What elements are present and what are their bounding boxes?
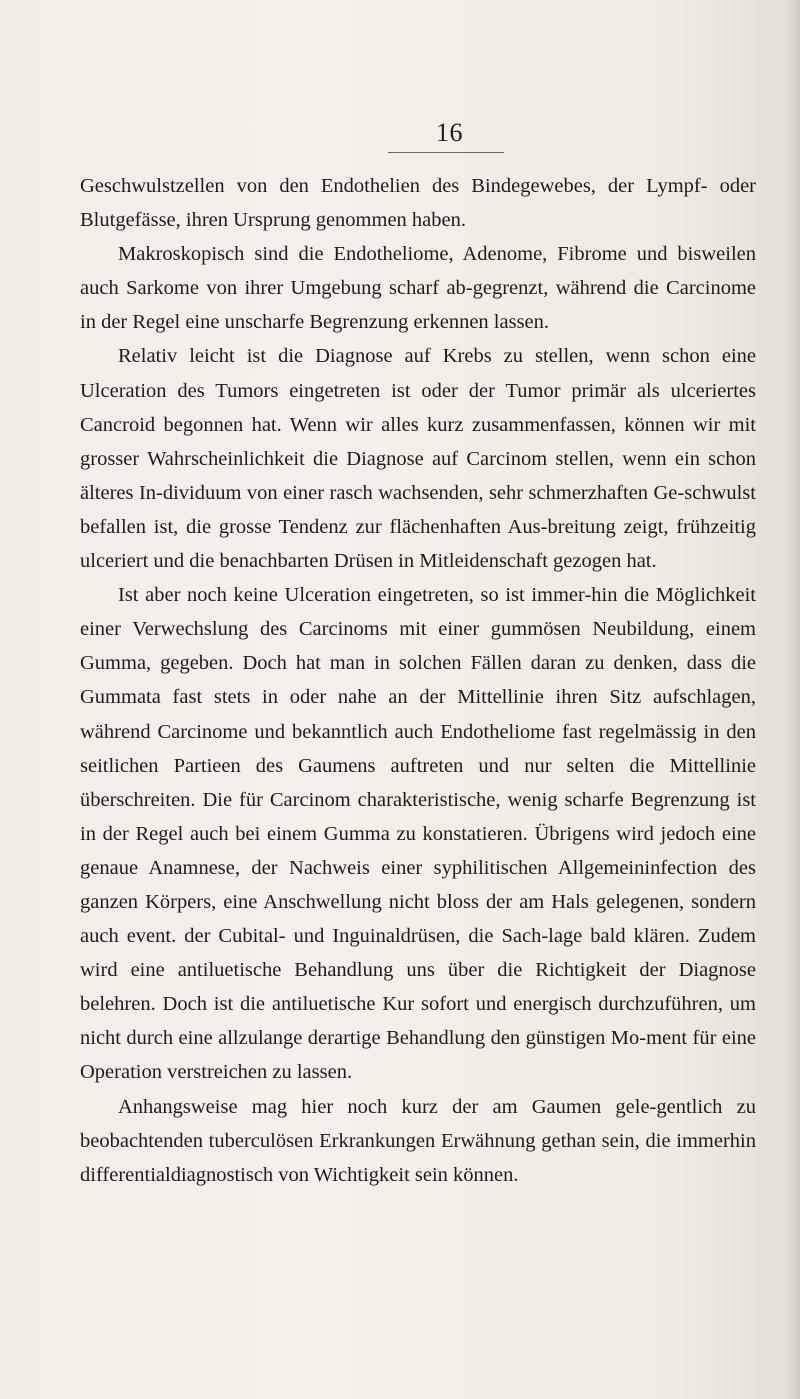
paragraph-diagnosis: Relativ leicht ist die Diagnose auf Krebs zu stellen, wenn schon eine Ulceration des Tumors eingetreten ist oder der Tumor primär als ulceriertes Cancroid begonnen hat. Wenn wir alles kurz zusammenfassen, können wir mit grosser Wahrscheinlichkeit die Diagnose auf Carcinom stellen, wenn ein schon älteres In-dividuum von einer rasch wachsenden, sehr schmerzhaften Ge-schwulst befallen ist, die grosse Tendenz zur flächenhaften Aus-breitung zeigt, frühzeitig ulceriert und die benachbarten Drüsen in Mitleidenschaft gezogen hat.: [80, 345, 756, 573]
paragraph-macroscopic: Makroskopisch sind die Endotheliome, Adenome, Fibrome und bisweilen auch Sarkome von ihrer Umgebung scharf ab-gegrenzt, während die Carcinome in der Regel eine unscharfe Begrenzung erkennen lassen.: [80, 243, 756, 334]
page-number-rule: [388, 152, 504, 153]
page-number: 16: [436, 118, 463, 147]
paragraph-gumma: Ist aber noch keine Ulceration eingetreten, so ist immer-hin die Möglichkeit einer Verwechslung des Carcinoms mit einer gummösen Neubildung, einem Gumma, gegeben. Doch hat man in solchen Fällen daran zu denken, dass die Gummata fast stets in oder nahe an der Mittellinie ihren Sitz aufschlagen, während Carcinome und bekanntlich auch Endotheliome fast regelmässig in den seitlichen Partieen des Gaumens auftreten und nur selten die Mittellinie überschreiten. Die für Carcinom charakteristische, wenig scharfe Begrenzung ist in der Regel auch bei einem Gumma zu konstatieren. Übrigens wird jedoch eine genaue Anamnese, der Nachweis einer syphilitischen Allgemeininfection des ganzen Körpers, eine Anschwellung nicht bloss der am Hals gelegenen, sondern auch event. der Cubital- und Inguinaldrüsen, die Sach-lage bald klären. Zudem wird eine antiluetische Behandlung uns über die Richtigkeit der Diagnose belehren. Doch ist die antiluetische Kur sofort und energisch durchzuführen, um nicht durch eine allzulange derartige Behandlung den günstigen Mo-ment für eine Operation verstreichen zu lassen.: [80, 584, 756, 1084]
body-text: [80, 169, 756, 1192]
paragraph-tuberculosis: Anhangsweise mag hier noch kurz der am Gaumen gele-gentlich zu beobachtenden tuberculösen Erkrankungen Erwähnung gethan sein, die immerhin differentialdiagnostisch von Wichtigkeit sein können.: [80, 1095, 756, 1186]
paragraph-continuation: Geschwulstzellen von den Endothelien des Bindegewebes, der Lympf- oder Blutgefässe, ihren Ursprung genommen haben.: [80, 175, 756, 232]
page-edge-shadow: [786, 0, 800, 1399]
